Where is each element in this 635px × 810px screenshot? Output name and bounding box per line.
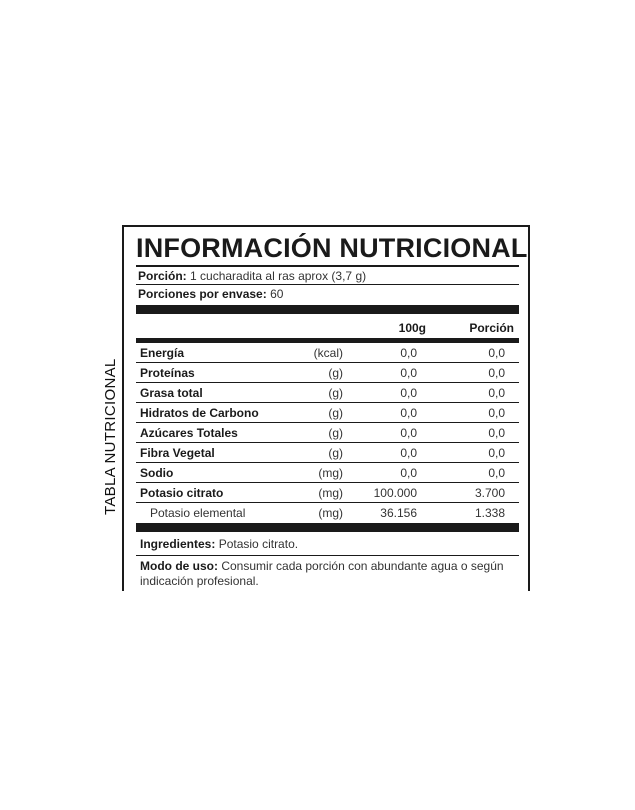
- nutrient-name: Potasio citrato: [140, 486, 224, 500]
- nutrient-name: Fibra Vegetal: [140, 446, 215, 460]
- nutrient-value-portion: 0,0: [488, 366, 505, 380]
- nutrient-unit: (g): [328, 406, 343, 420]
- nutrient-name: Hidratos de Carbono: [140, 406, 259, 420]
- nutrient-value-100g: 0,0: [400, 466, 417, 480]
- nutrient-value-100g: 36.156: [380, 506, 417, 520]
- column-header-portion: Porción: [469, 321, 514, 335]
- servings-per-container-value: 60: [270, 287, 284, 301]
- nutrient-unit: (g): [328, 446, 343, 460]
- nutrient-value-100g: 0,0: [400, 366, 417, 380]
- nutrient-value-portion: 0,0: [488, 446, 505, 460]
- table-row: [136, 463, 519, 483]
- nutrient-unit: (g): [328, 386, 343, 400]
- table-row: [136, 363, 519, 383]
- column-header-100g: 100g: [398, 321, 426, 335]
- nutrient-value-portion: 0,0: [488, 426, 505, 440]
- thick-divider: [136, 305, 519, 314]
- nutrient-unit: (mg): [318, 486, 343, 500]
- nutrient-value-portion: 1.338: [474, 506, 505, 520]
- nutrient-name: Sodio: [140, 466, 174, 480]
- table-row: [136, 343, 519, 363]
- table-row: [136, 443, 519, 463]
- ingredients-note: [140, 537, 510, 552]
- usage-note: [140, 559, 510, 589]
- nutrient-unit: (mg): [318, 506, 343, 520]
- nutrient-value-100g: 0,0: [400, 346, 417, 360]
- nutrient-name: Grasa total: [140, 386, 203, 400]
- table-row: [136, 483, 519, 503]
- nutrient-unit: (g): [328, 426, 343, 440]
- nutrient-value-portion: 0,0: [488, 346, 505, 360]
- ingredients-value: Potasio citrato.: [218, 537, 299, 551]
- nutrient-unit: (kcal): [313, 346, 343, 360]
- side-label-tabla-nutricional: TABLA NUTRICIONAL: [102, 358, 119, 515]
- nutrient-name: Energía: [140, 346, 185, 360]
- divider: [136, 284, 519, 285]
- divider: [136, 555, 519, 556]
- nutrient-value-100g: 100.000: [373, 486, 417, 500]
- table-row: [136, 423, 519, 443]
- nutrient-value-100g: 0,0: [400, 406, 417, 420]
- serving-size-line: [138, 269, 366, 283]
- nutrient-name: Azúcares Totales: [140, 426, 238, 440]
- usage-value: Consumir cada porción con abundante agua o según indicación profesional.: [140, 559, 504, 588]
- servings-per-container-line: [138, 287, 283, 301]
- nutrient-value-portion: 0,0: [488, 406, 505, 420]
- nutrient-value-100g: 0,0: [400, 426, 417, 440]
- servings-per-container-label: Porciones por envase:: [138, 287, 267, 301]
- nutrient-unit: (g): [328, 366, 343, 380]
- title-underline: [136, 265, 519, 267]
- nutrient-value-portion: 3.700: [474, 486, 505, 500]
- serving-size-label: Porción:: [138, 269, 187, 283]
- table-row: [136, 383, 519, 403]
- nutrient-name: Proteínas: [140, 366, 195, 380]
- nutrition-label: [122, 225, 530, 591]
- thick-divider: [136, 523, 519, 532]
- nutrient-unit: (mg): [318, 466, 343, 480]
- table-row: [136, 503, 519, 523]
- table-row: [136, 403, 519, 423]
- nutrient-name: Potasio elemental: [150, 506, 246, 520]
- nutrient-value-100g: 0,0: [400, 386, 417, 400]
- nutrient-value-portion: 0,0: [488, 466, 505, 480]
- usage-label: Modo de uso:: [140, 559, 218, 573]
- serving-size-value: 1 cucharadita al ras aprox (3,7 g): [190, 269, 367, 283]
- ingredients-label: Ingredientes:: [140, 537, 216, 551]
- nutrient-value-portion: 0,0: [488, 386, 505, 400]
- nutrient-value-100g: 0,0: [400, 446, 417, 460]
- label-title: INFORMACIÓN NUTRICIONAL: [136, 233, 528, 263]
